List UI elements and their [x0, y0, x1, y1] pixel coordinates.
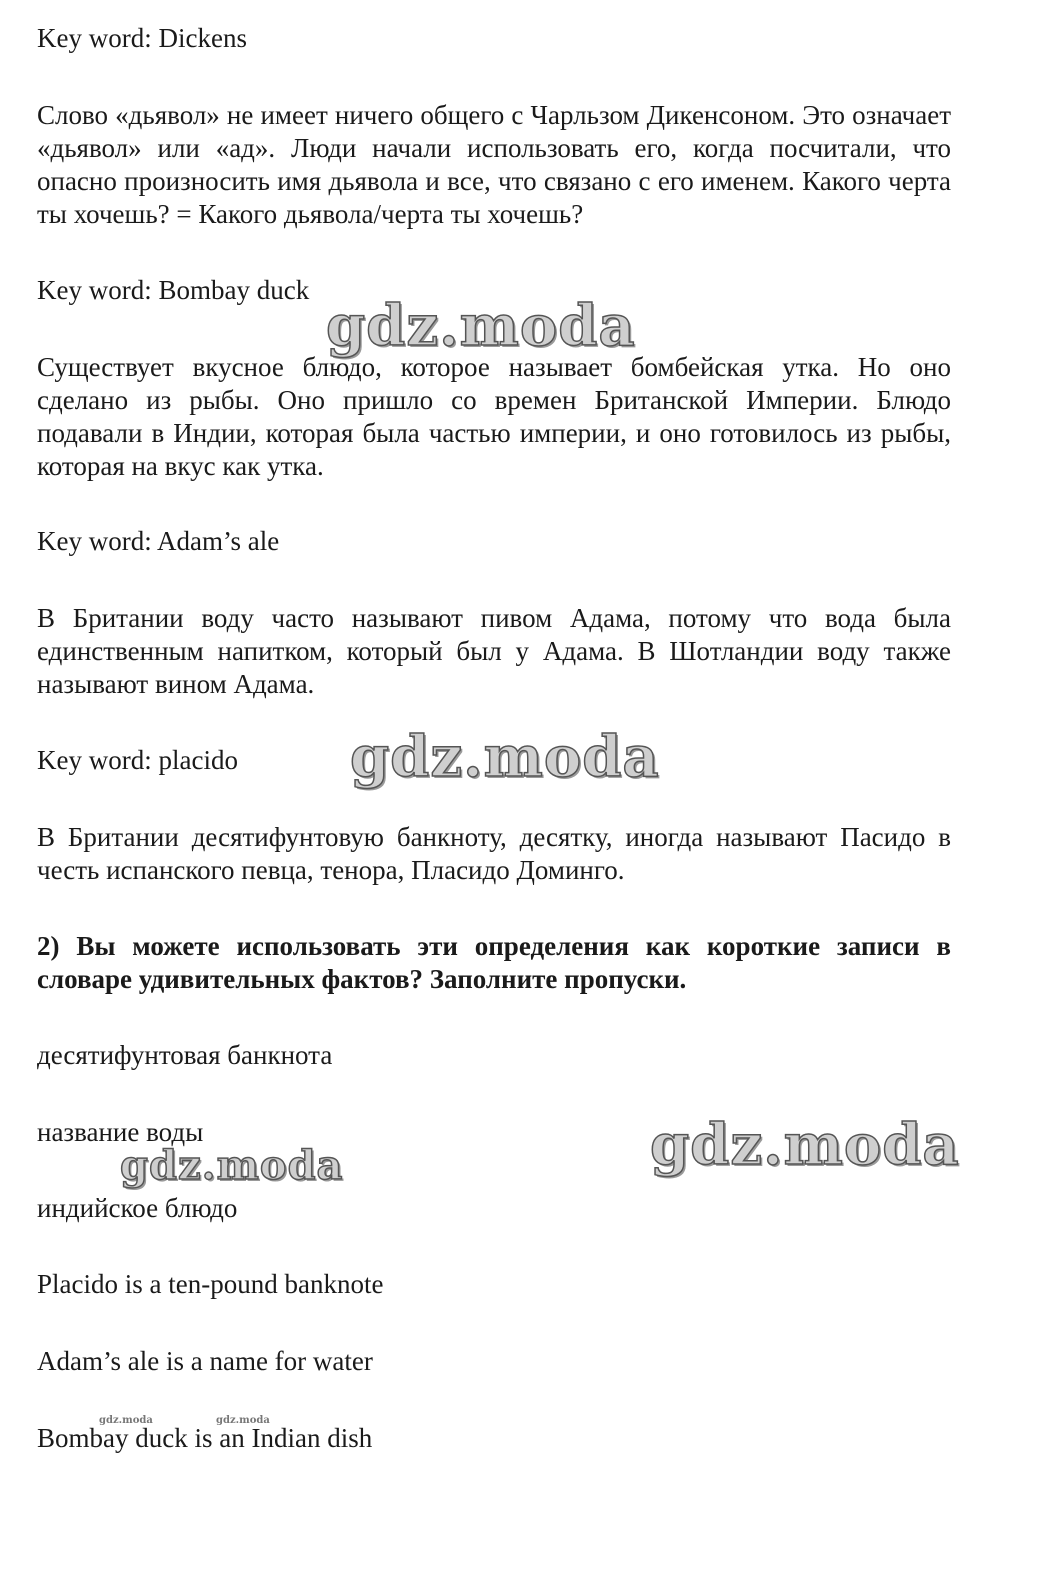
paragraph-placido: В Британии десятифунтовую банкноту, десятку, иногда называют Пасидо в честь испанского певца, тенора, Пласидо Доминго. [37, 822, 951, 885]
paragraph-adams-ale: В Британии воду часто называют пивом Адама, потому что вода была единственным напитком, который был у Адама. В Шотландии воду также называют вином Адама. [37, 603, 951, 699]
definition-water: название воды [37, 1117, 204, 1147]
watermark-logo: gdz.moda [216, 1415, 270, 1426]
keyword-dickens: Key word: Dickens [37, 23, 247, 53]
watermark-logo: gdz.moda [350, 724, 660, 790]
keyword-placido: Key word: placido [37, 745, 238, 775]
definition-banknote: десятифунтовая банкнота [37, 1040, 333, 1070]
watermark-logo: gdz.moda [650, 1112, 960, 1178]
watermark-logo: gdz.moda [326, 293, 636, 359]
answer-bombay-duck: Bombay duck is an Indian dish [37, 1423, 373, 1453]
paragraph-bombay-duck: Существует вкусное блюдо, которое называет бомбейская утка. Но оно сделано из рыбы. Оно пришло со времен Британской Империи. Блюдо подавали в Индии, которая была частью империи, и оно готовилось из рыбы, которая на вкус как утка. [37, 352, 951, 481]
definition-dish: индийское блюдо [37, 1193, 238, 1223]
task-heading: 2) Вы можете использовать эти определения как короткие записи в словаре удивительных фактов? Заполните пропуски. [37, 931, 951, 994]
answer-placido: Placido is a ten-pound banknote [37, 1269, 384, 1299]
paragraph-dickens: Слово «дьявол» не имеет ничего общего с Чарльзом Дикенсоном. Это означает «дьявол» или «ад». Люди начали использовать его, когда посчитали, что опасно произносить имя дьявола и все, что связано с его именем. Какого черта ты хочешь? = Какого дьявола/черта ты хочешь? [37, 100, 951, 229]
keyword-bombay-duck: Key word: Bombay duck [37, 275, 310, 305]
watermark-logo: gdz.moda [120, 1142, 344, 1189]
watermark-logo: gdz.moda [99, 1415, 153, 1426]
answer-adams-ale: Adam’s ale is a name for water [37, 1346, 373, 1376]
keyword-adams-ale: Key word: Adam’s ale [37, 526, 280, 556]
